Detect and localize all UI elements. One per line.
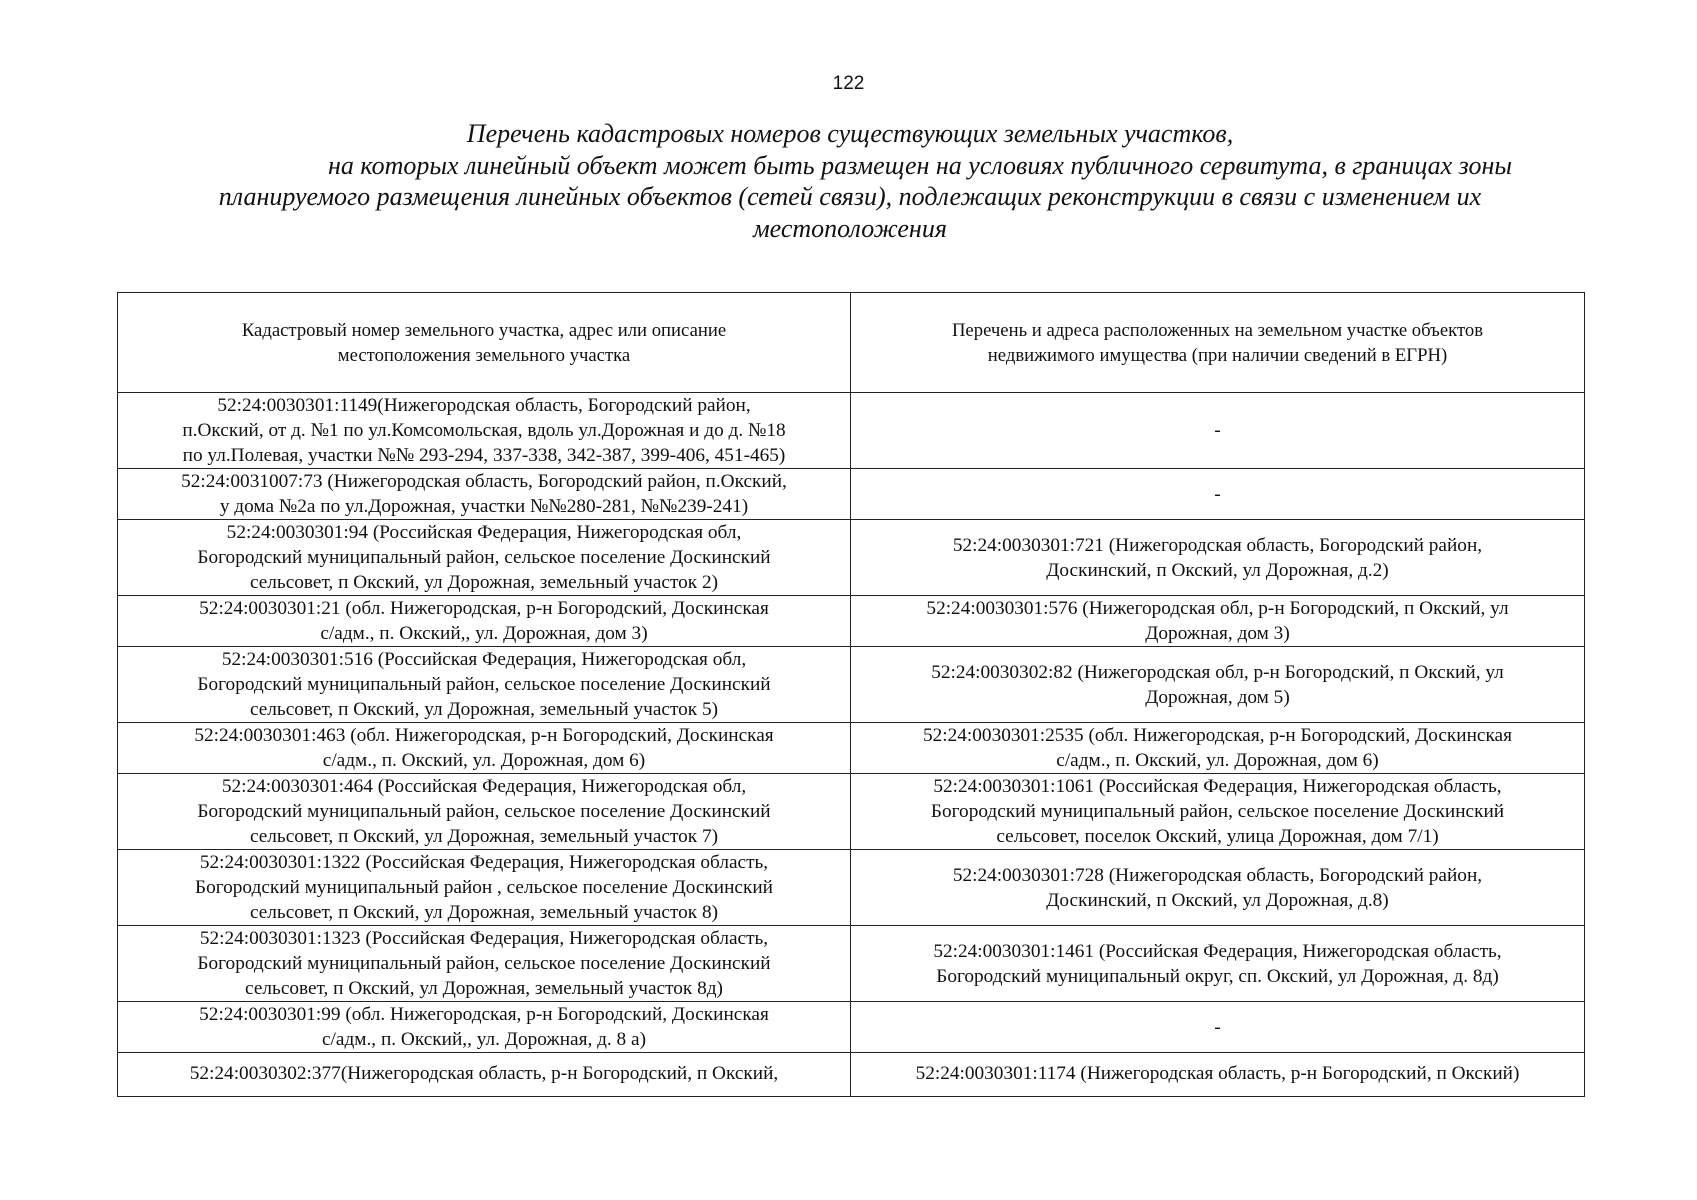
cell-line: Доскинский, п Окский, ул Дорожная, д.8) [1046,889,1389,911]
cell-line: - [1214,483,1221,505]
header-line: местоположения земельного участка [337,344,631,366]
title-line-3: планируемого размещения линейных объектов (сетей связи), подлежащих реконструкции в связи с изменением их [218,182,1482,211]
cell-line: 52:24:0030301:463 (обл. Нижегородская, р-н Богородский, Доскинская [194,725,774,746]
cell-cadastral-number [118,774,851,850]
cell-line: - [1214,1016,1221,1038]
cell-cadastral-number [118,1002,851,1053]
cell-cadastral-number [118,596,851,647]
cell-cadastral-number [118,647,851,723]
cell-line: по ул.Полевая, участки №№ 293-294, 337-338, 342-387, 399-406, 451-465) [182,445,786,466]
table-row [118,723,1585,774]
cell-line: Дорожная, дом 3) [1145,623,1290,644]
table-row [118,926,1585,1002]
cell-line: - [1214,420,1221,441]
header-line: Перечень и адреса расположенных на земельном участке объектов [951,319,1484,341]
table-row [118,520,1585,596]
cell-line: с/адм., п. Окский, ул. Дорожная, дом 6) [322,750,646,771]
cell-line: сельсовет, п Окский, ул Дорожная, земельный участок 8д) [245,978,723,999]
header-cadastral-number [118,293,851,393]
table-row [118,774,1585,850]
cadastral-table [117,292,1585,1097]
cell-line: у дома №2а по ул.Дорожная, участки №№280-281, №№239-241) [219,496,749,517]
cell-line: 52:24:0030301:1461 (Российская Федерация, Нижегородская область, [933,940,1502,962]
cell-line: 52:24:0030302:377(Нижегородская область, р-н Богородский, п Окский, [189,1063,779,1084]
cell-real-estate-objects [851,520,1585,596]
table-header-row [118,293,1585,393]
cell-cadastral-number [118,469,851,520]
cell-cadastral-number [118,393,851,469]
cell-line: 52:24:0031007:73 (Нижегородская область, Богородский район, п.Окский, [181,471,787,492]
table-row [118,850,1585,926]
cell-cadastral-number [118,850,851,926]
cell-line: 52:24:0030301:721 (Нижегородская область, Богородский район, [952,534,1483,556]
cell-cadastral-number [118,520,851,596]
document-title [120,118,1580,244]
cell-cadastral-number [118,926,851,1002]
cell-line: сельсовет, п Окский, ул Дорожная, земельный участок 2) [249,572,719,593]
cell-line: 52:24:0030301:1323 (Российская Федерация, Нижегородская область, [199,928,769,949]
cell-line: сельсовет, п Окский, ул Дорожная, земельный участок 7) [249,826,719,847]
cell-line: 52:24:0030301:94 (Российская Федерация, Нижегородская обл, [226,522,742,543]
cell-real-estate-objects [851,469,1585,520]
table-body [118,393,1585,1097]
cell-real-estate-objects [851,926,1585,1002]
cell-line: сельсовет, п Окский, ул Дорожная, земельный участок 8) [249,902,719,923]
header-real-estate-objects [851,293,1585,393]
cell-line: 52:24:0030301:21 (обл. Нижегородская, р-н Богородский, Доскинская [199,598,769,619]
cell-line: 52:24:0030302:82 (Нижегородская обл, р-н Богородский, п Окский, ул [931,661,1504,683]
cell-real-estate-objects [851,596,1585,647]
cell-line: 52:24:0030301:2535 (обл. Нижегородская, р-н Богородский, Доскинская [923,725,1512,746]
cell-line: 52:24:0030301:1174 (Нижегородская область, р-н Богородский, п Окский) [915,1063,1520,1084]
cell-line: с/адм., п. Окский,, ул. Дорожная, д. 8 а) [322,1029,646,1050]
cell-line: 52:24:0030301:516 (Российская Федерация, Нижегородская обл, [221,649,747,670]
cell-real-estate-objects [851,393,1585,469]
cell-line: Доскинский, п Окский, ул Дорожная, д.2) [1046,559,1389,581]
cell-line: Богородский муниципальный район , сельское поселение Доскинский [195,877,773,898]
cell-line: 52:24:0030301:576 (Нижегородская обл, р-н Богородский, п Окский, ул [926,598,1509,619]
cell-line: Богородский муниципальный район, сельское поселение Доскинский [197,547,771,568]
cell-real-estate-objects [851,774,1585,850]
table-row [118,647,1585,723]
cell-real-estate-objects [851,1053,1585,1097]
cell-line: Богородский муниципальный район, сельское поселение Доскинский [197,801,771,822]
cell-real-estate-objects [851,723,1585,774]
table-row [118,1053,1585,1097]
cell-line: Дорожная, дом 5) [1145,686,1290,708]
cell-cadastral-number [118,1053,851,1097]
cell-real-estate-objects [851,647,1585,723]
cell-line: с/адм., п. Окский, ул. Дорожная, дом 6) [1056,750,1379,771]
cell-cadastral-number [118,723,851,774]
table-row [118,469,1585,520]
header-line: Кадастровый номер земельного участка, адрес или описание [241,319,727,341]
cell-line: Богородский муниципальный округ, сп. Окский, ул Дорожная, д. 8д) [936,965,1499,987]
table-row [118,1002,1585,1053]
title-line-1: Перечень кадастровых номеров существующих земельных участков, [466,119,1234,148]
table-row [118,393,1585,469]
cell-line: с/адм., п. Окский,, ул. Дорожная, дом 3) [320,623,648,644]
cell-line: сельсовет, п Окский, ул Дорожная, земельный участок 5) [249,699,719,720]
title-line-4: местоположения [753,213,947,243]
cell-line: 52:24:0030301:464 (Российская Федерация, Нижегородская обл, [221,776,747,797]
cell-line: Богородский муниципальный район, сельское поселение Доскинский [197,674,771,695]
cell-line: Богородский муниципальный район, сельское поселение Доскинский [197,953,771,974]
table-row [118,596,1585,647]
header-line: недвижимого имущества (при наличии сведений в ЕГРН) [987,344,1448,366]
cell-line: 52:24:0030301:1322 (Российская Федерация, Нижегородская область, [199,852,769,873]
cell-line: п.Окский, от д. №1 по ул.Комсомольская, вдоль ул.Дорожная и до д. №18 [182,420,786,441]
page-number: 122 [832,73,865,94]
cell-line: 52:24:0030301:728 (Нижегородская область, Богородский район, [952,864,1483,886]
title-line-2: на которых линейный объект может быть размещен на условиях публичного сервитута, в границах зоны [328,150,1512,180]
cell-line: 52:24:0030301:99 (обл. Нижегородская, р-н Богородский, Доскинская [199,1004,769,1025]
cell-line: Богородский муниципальный район, сельское поселение Доскинский [930,801,1505,822]
cell-line: 52:24:0030301:1149(Нижегородская область, Богородский район, [217,395,751,416]
cell-line: 52:24:0030301:1061 (Российская Федерация, Нижегородская область, [933,776,1502,797]
cell-real-estate-objects [851,1002,1585,1053]
cell-line: сельсовет, поселок Окский, улица Дорожная, дом 7/1) [996,826,1439,847]
cell-real-estate-objects [851,850,1585,926]
